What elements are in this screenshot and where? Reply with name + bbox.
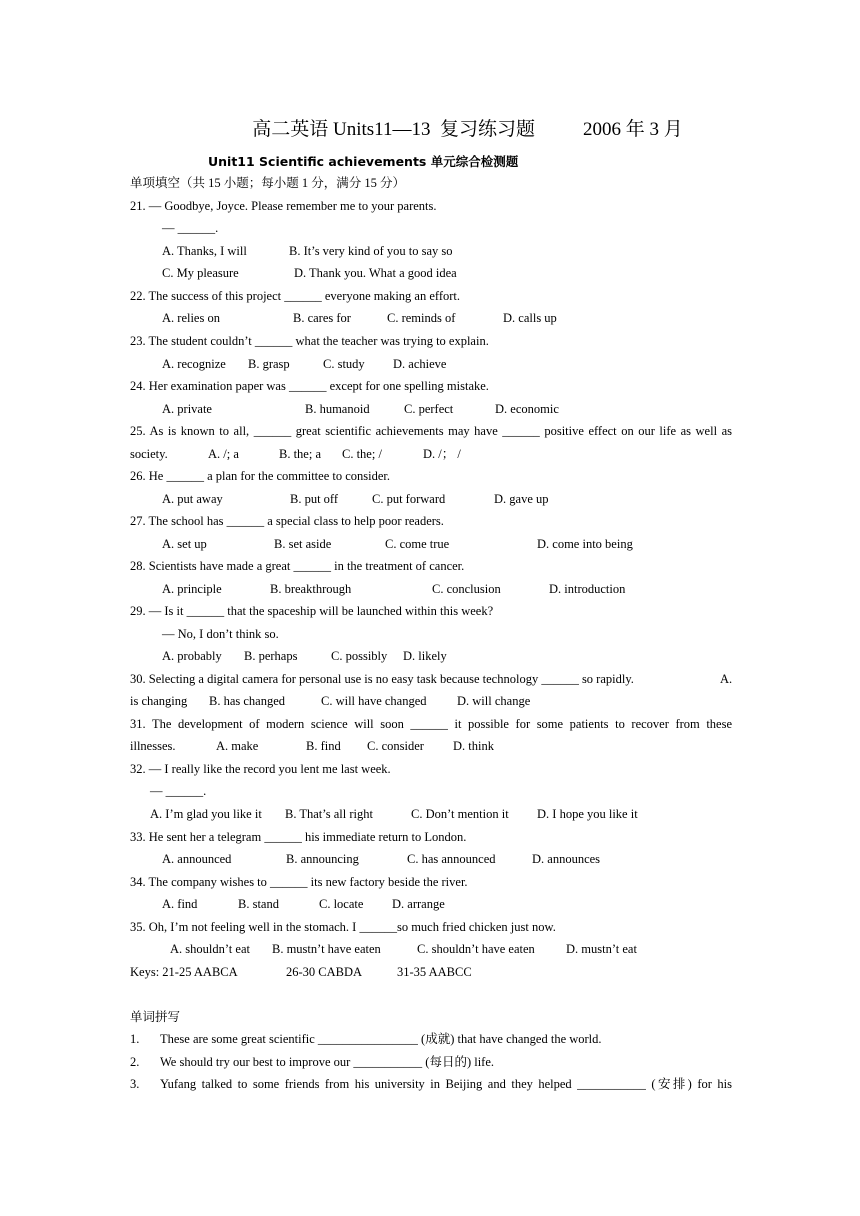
question-31-option-d: D. think [453,739,494,753]
title-text: 高二英语 Units11—13 复习练习题 [252,119,535,140]
question-28-option-a: A. principle [162,582,222,596]
question-29-option-d: D. likely [403,649,447,663]
spelling-3-number: 3. [130,1077,140,1091]
document-title [0,114,860,141]
question-33-option-a: A. announced [162,852,232,866]
answer-keys-31-35: 31-35 AABCC [397,965,472,979]
question-22-option-a: A. relies on [162,311,220,325]
question-30-option-a: is changing [130,694,188,708]
question-28-stem: 28. Scientists have made a great ______ in the treatment of cancer. [130,559,465,573]
question-21-option-d: D. Thank you. What a good idea [294,266,457,280]
question-22-option-c: C. reminds of [387,311,456,325]
section-heading-single-choice: 单项填空（共 15 小题；每小题 1 分，满分 15 分） [130,176,406,190]
question-30-option-b: B. has changed [209,694,286,708]
question-34-option-a: A. find [162,897,198,911]
question-28-option-d: D. introduction [549,582,626,596]
question-29-option-a: A. probably [162,649,222,663]
question-21-option-a: A. Thanks, I will [162,244,247,258]
answer-keys-21-25: Keys: 21-25 AABCA [130,965,238,979]
spelling-2-text: We should try our best to improve our ___________ (每日的) life. [160,1055,495,1069]
spelling-2-number: 2. [130,1055,140,1069]
question-34-option-c: C. locate [319,897,364,911]
question-23-option-d: D. achieve [393,357,447,371]
question-23-stem: 23. The student couldn’t ______ what the teacher was trying to explain. [130,334,489,348]
question-22-option-d: D. calls up [503,311,557,325]
question-33-option-d: D. announces [532,852,601,866]
spelling-1-number: 1. [130,1032,140,1046]
question-25-option-c: C. the; / [342,447,382,461]
question-33-stem: 33. He sent her a telegram ______ his immediate return to London. [130,830,467,844]
question-30-option-a-letter: A. [720,672,733,686]
question-24-option-c: C. perfect [404,402,454,416]
question-35-option-a: A. shouldn’t eat [170,942,250,956]
question-27-option-d: D. come into being [537,537,633,551]
question-26-option-b: B. put off [290,492,339,506]
question-32-option-d: D. I hope you like it [537,807,638,821]
question-27-stem: 27. The school has ______ a special class to help poor readers. [130,514,444,528]
question-33-option-c: C. has announced [407,852,496,866]
question-29-option-c: C. possibly [331,649,388,663]
question-27-option-a: A. set up [162,537,207,551]
question-25-option-d: D. /； / [423,447,461,461]
question-23-option-b: B. grasp [248,357,290,371]
question-31-option-a: A. make [216,739,259,753]
question-27-option-b: B. set aside [274,537,332,551]
question-21-option-c: C. My pleasure [162,266,239,280]
question-26-option-c: C. put forward [372,492,446,506]
question-25-option-a: A. /; a [208,447,239,461]
question-25-stem: 25. As is known to all, ______ great scientific achievements may have ______ positive effect on our life as well as [130,424,732,438]
question-31-stem-continued: illnesses. [130,739,176,753]
question-32-option-a: A. I’m glad you like it [150,807,262,821]
question-35-option-c: C. shouldn’t have eaten [417,942,535,956]
question-23-option-a: A. recognize [162,357,226,371]
question-30-option-d: D. will change [457,694,531,708]
question-22-option-b: B. cares for [293,311,351,325]
question-24-option-b: B. humanoid [305,402,370,416]
question-29-option-b: B. perhaps [244,649,298,663]
question-32-stem: 32. — I really like the record you lent me last week. [130,762,391,776]
question-28-option-c: C. conclusion [432,582,501,596]
question-34-option-d: D. arrange [392,897,445,911]
question-32-reply: — ______. [150,784,207,798]
question-25-option-b: B. the; a [279,447,322,461]
question-33-option-b: B. announcing [286,852,359,866]
spelling-3-text: Yufang talked to some friends from his university in Beijing and they helped ___________ (安排) for his [160,1077,732,1091]
question-21-option-b: B. It’s very kind of you to say so [289,244,453,258]
answer-keys-26-30: 26-30 CABDA [286,965,363,979]
question-32-option-c: C. Don’t mention it [411,807,509,821]
question-25-stem-continued: society. [130,447,168,461]
question-26-option-a: A. put away [162,492,223,506]
question-24-option-a: A. private [162,402,212,416]
question-31-stem: 31. The development of modern science will soon ______ it possible for some patients to recover from these [130,717,732,731]
question-32-option-b: B. That’s all right [285,807,373,821]
question-24-stem: 24. Her examination paper was ______ except for one spelling mistake. [130,379,489,393]
question-24-option-d: D. economic [495,402,559,416]
question-22-stem: 22. The success of this project ______ everyone making an effort. [130,289,461,303]
question-30-option-c: C. will have changed [321,694,427,708]
spelling-1-text: These are some great scientific ________________ (成就) that have changed the world. [160,1032,602,1046]
question-35-option-d: D. mustn’t eat [566,942,637,956]
question-21-stem: 21. — Goodbye, Joyce. Please remember me to your parents. [130,199,437,213]
question-35-stem: 35. Oh, I’m not feeling well in the stomach. I ______so much fried chicken just now. [130,920,556,934]
question-31-option-c: C. consider [367,739,424,753]
question-31-option-b: B. find [306,739,341,753]
question-21-reply: — ______. [162,221,219,235]
question-23-option-c: C. study [323,357,365,371]
question-29-reply: — No, I don’t think so. [162,627,279,641]
question-27-option-c: C. come true [385,537,450,551]
question-26-stem: 26. He ______ a plan for the committee to consider. [130,469,391,483]
question-34-stem: 34. The company wishes to ______ its new factory beside the river. [130,875,468,889]
section-heading-spelling: 单词拼写 [130,1010,181,1024]
question-29-stem: 29. — Is it ______ that the spaceship will be launched within this week? [130,604,494,618]
title-date: 2006 年 3 月 [582,119,683,140]
question-26-option-d: D. gave up [494,492,549,506]
question-34-option-b: B. stand [238,897,279,911]
question-28-option-b: B. breakthrough [270,582,352,596]
question-35-option-b: B. mustn’t have eaten [272,942,381,956]
question-30-stem: 30. Selecting a digital camera for personal use is no easy task because technology ______ so rapidly. [130,672,634,686]
unit-subtitle: Unit11 Scientific achievements 单元综合检测题 [208,154,519,169]
